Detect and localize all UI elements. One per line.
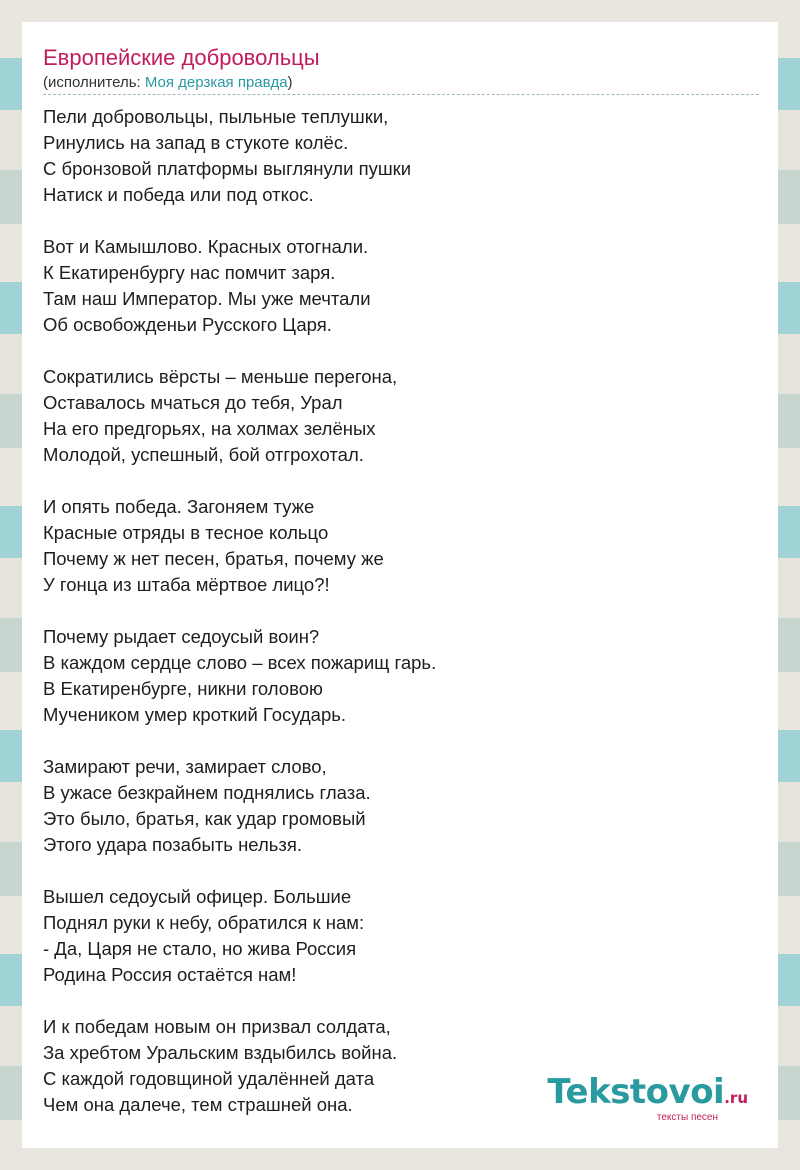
lyric-line: Это было, братья, как удар громовый xyxy=(43,808,366,829)
lyric-line: Оставалось мчаться до тебя, Урал xyxy=(43,392,343,413)
lyric-line: Почему рыдает седоусый воин? xyxy=(43,626,320,647)
lyric-line: Сократились вёрсты – меньше перегона, xyxy=(43,366,398,387)
artist-link[interactable]: Моя дерзкая правда xyxy=(144,74,288,91)
lyrics-text xyxy=(43,104,753,1144)
stanza xyxy=(43,624,753,728)
stanza xyxy=(43,104,753,208)
lyric-line: Ринулись на запад в стукоте колёс. xyxy=(43,132,349,153)
lyric-line: Замирают речи, замирает слово, xyxy=(43,756,327,777)
lyric-line: В ужасе безкрайнем поднялись глаза. xyxy=(43,782,371,803)
lyric-line: В Екатиренбурге, никни головою xyxy=(43,678,323,699)
lyric-line: Вышел седоусый офицер. Большие xyxy=(43,886,352,907)
lyrics-card xyxy=(22,22,778,1148)
logo-wordmark xyxy=(547,1074,748,1116)
lyric-line: И к победам новым он призвал солдата, xyxy=(43,1016,391,1037)
stanza xyxy=(43,494,753,598)
lyric-line: Молодой, успешный, бой отгрохотал. xyxy=(43,444,364,465)
lyric-line: Об освобожденьи Русского Царя. xyxy=(43,314,332,335)
lyric-line: Мучеником умер кроткий Государь. xyxy=(43,704,347,725)
subtitle-suffix: ) xyxy=(287,74,293,91)
stanza xyxy=(43,234,753,338)
lyric-line: В каждом сердце слово – всех пожарищ гарь. xyxy=(43,652,437,673)
lyric-line: С бронзовой платформы выглянули пушки xyxy=(43,158,412,179)
lyric-line: Красные отряды в тесное кольцо xyxy=(43,522,329,543)
site-logo[interactable] xyxy=(547,1074,748,1123)
lyric-line: Этого удара позабыть нельзя. xyxy=(43,834,303,855)
logo-tld: .ru xyxy=(724,1089,748,1107)
logo-name: Tekstovoi xyxy=(547,1072,725,1112)
lyric-line: И опять победа. Загоняем туже xyxy=(43,496,315,517)
song-subtitle xyxy=(43,73,293,93)
stanza xyxy=(43,884,753,988)
logo-tagline: тексты песен xyxy=(656,1112,718,1123)
lyric-line: У гонца из штаба мёртвое лицо?! xyxy=(43,574,330,595)
lyric-line: Родина Россия остаётся нам! xyxy=(43,964,297,985)
stanza xyxy=(43,754,753,858)
lyric-line: - Да, Царя не стало, но жива Россия xyxy=(43,938,357,959)
lyric-line: Вот и Камышлово. Красных отогнали. xyxy=(43,236,369,257)
header-divider xyxy=(43,94,759,95)
subtitle-prefix: (исполнитель: xyxy=(43,74,145,91)
lyric-line: Чем она далече, тем страшней она. xyxy=(43,1094,353,1115)
lyric-line: Почему ж нет песен, братья, почему же xyxy=(43,548,384,569)
lyric-line: Поднял руки к небу, обратился к нам: xyxy=(43,912,365,933)
stanza xyxy=(43,364,753,468)
lyric-line: На его предгорьях, на холмах зелёных xyxy=(43,418,376,439)
lyric-line: К Екатиренбургу нас помчит заря. xyxy=(43,262,336,283)
lyric-line: С каждой годовщиной удалённей дата xyxy=(43,1068,375,1089)
lyric-line: Натиск и победа или под откос. xyxy=(43,184,314,205)
song-title: Европейские добровольцы xyxy=(43,45,320,70)
lyric-line: Там наш Император. Мы уже мечтали xyxy=(43,288,371,309)
lyric-line: За хребтом Уральским вздыбилсь война. xyxy=(43,1042,398,1063)
lyric-line: Пели добровольцы, пыльные теплушки, xyxy=(43,106,389,127)
